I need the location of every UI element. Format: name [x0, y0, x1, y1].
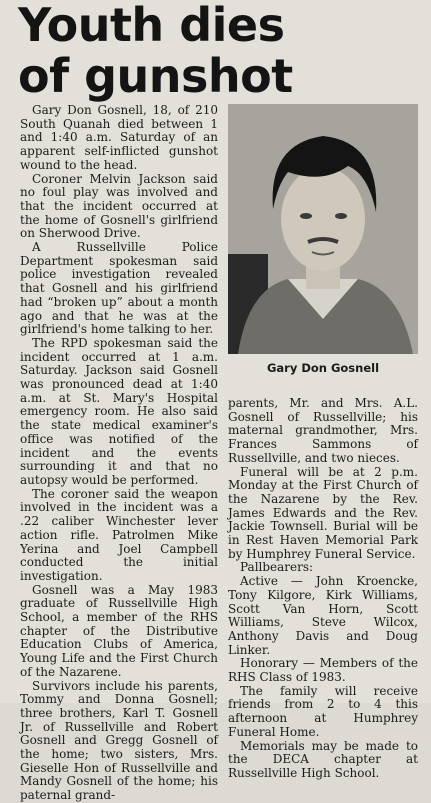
article-left-column: [20, 104, 218, 803]
portrait-photo: [228, 104, 418, 354]
paragraph: Survivors include his parents, Tommy and Donna Gosnell; three brothers, Karl T. Gosnell Jr. of Russellville and Robert Gosnell and Gregg Gosnell of the home; two sisters, Mrs. Gieselle Hon of Russellville and Mandy Gosnell of the home; his paternal grand-: [20, 678, 218, 803]
portrait-image: [228, 104, 418, 354]
paragraph: The RPD spokesman said the incident occurred at 1 a.m. Saturday. Jackson said Gosnell was pronounced dead at 1:40 a.m. at St. Mary's Hospital emergency room. He also said the state medical examiner's office was notified of the incident and the events surrounding it and that no autopsy would be performed.: [20, 335, 218, 487]
paragraph: A Russellville Police Department spokesman said police investigation revealed that Gosnell and his girlfriend had “broken up” about a month ago and that he was at the girlfriend's home talking to her.: [20, 240, 218, 337]
paragraph: Pallbearers:: [240, 560, 314, 575]
paragraph: Funeral will be at 2 p.m. Monday at the First Church of the Nazarene by the Rev. James Edwards and the Rev. Jackie Townsell. Burial will be in Rest Haven Memorial Park by Humphrey Funeral Service.: [228, 464, 418, 561]
photo-caption: Gary Don Gosnell: [266, 361, 380, 375]
paragraph: Gosnell was a May 1983 graduate of Russellville High School, a member of the RHS chapter of the Distributive Education Clubs of America, Young Life and the First Church of the Nazarene.: [20, 582, 218, 679]
paragraph: parents, Mr. and Mrs. A.L. Gosnell of Russellville; his maternal grandmother, Mrs. Frances Sammons of Russellville, and two nieces.: [228, 396, 418, 465]
paragraph: The coroner said the weapon involved in the incident was a .22 caliber Winchester lever action rifle. Patrolmen Mike Yerina and Joel Campbell conducted the initial investigation.: [20, 486, 218, 583]
paragraph: Memorials may be made to the DECA chapter at Russellville High School.: [228, 738, 418, 780]
paragraph: The family will receive friends from 2 to 4 this afternoon at Humphrey Funeral Home.: [228, 683, 418, 739]
paragraph: Gary Don Gosnell, 18, of 210 South Quanah died between 1 and 1:40 a.m. Saturday of an apparent self-inflicted gunshot wound to the head.: [20, 103, 218, 172]
headline-line-2: of gunshot: [18, 49, 293, 103]
headline: [18, 0, 418, 102]
paragraph: Coroner Melvin Jackson said no foul play was involved and that the incident occurred at the home of Gosnell's girlfriend on Sherwood Drive.: [20, 171, 218, 241]
headline-line-1: Youth dies: [18, 0, 285, 52]
paragraph: Honorary — Members of the RHS Class of 1983.: [228, 656, 418, 685]
article-right-column: [228, 397, 418, 781]
paragraph: Active — John Kroencke, Tony Kilgore, Kirk Williams, Scott Van Horn, Scott Williams, Steve Wilcox, Anthony Davis and Doug Linker.: [228, 574, 418, 657]
